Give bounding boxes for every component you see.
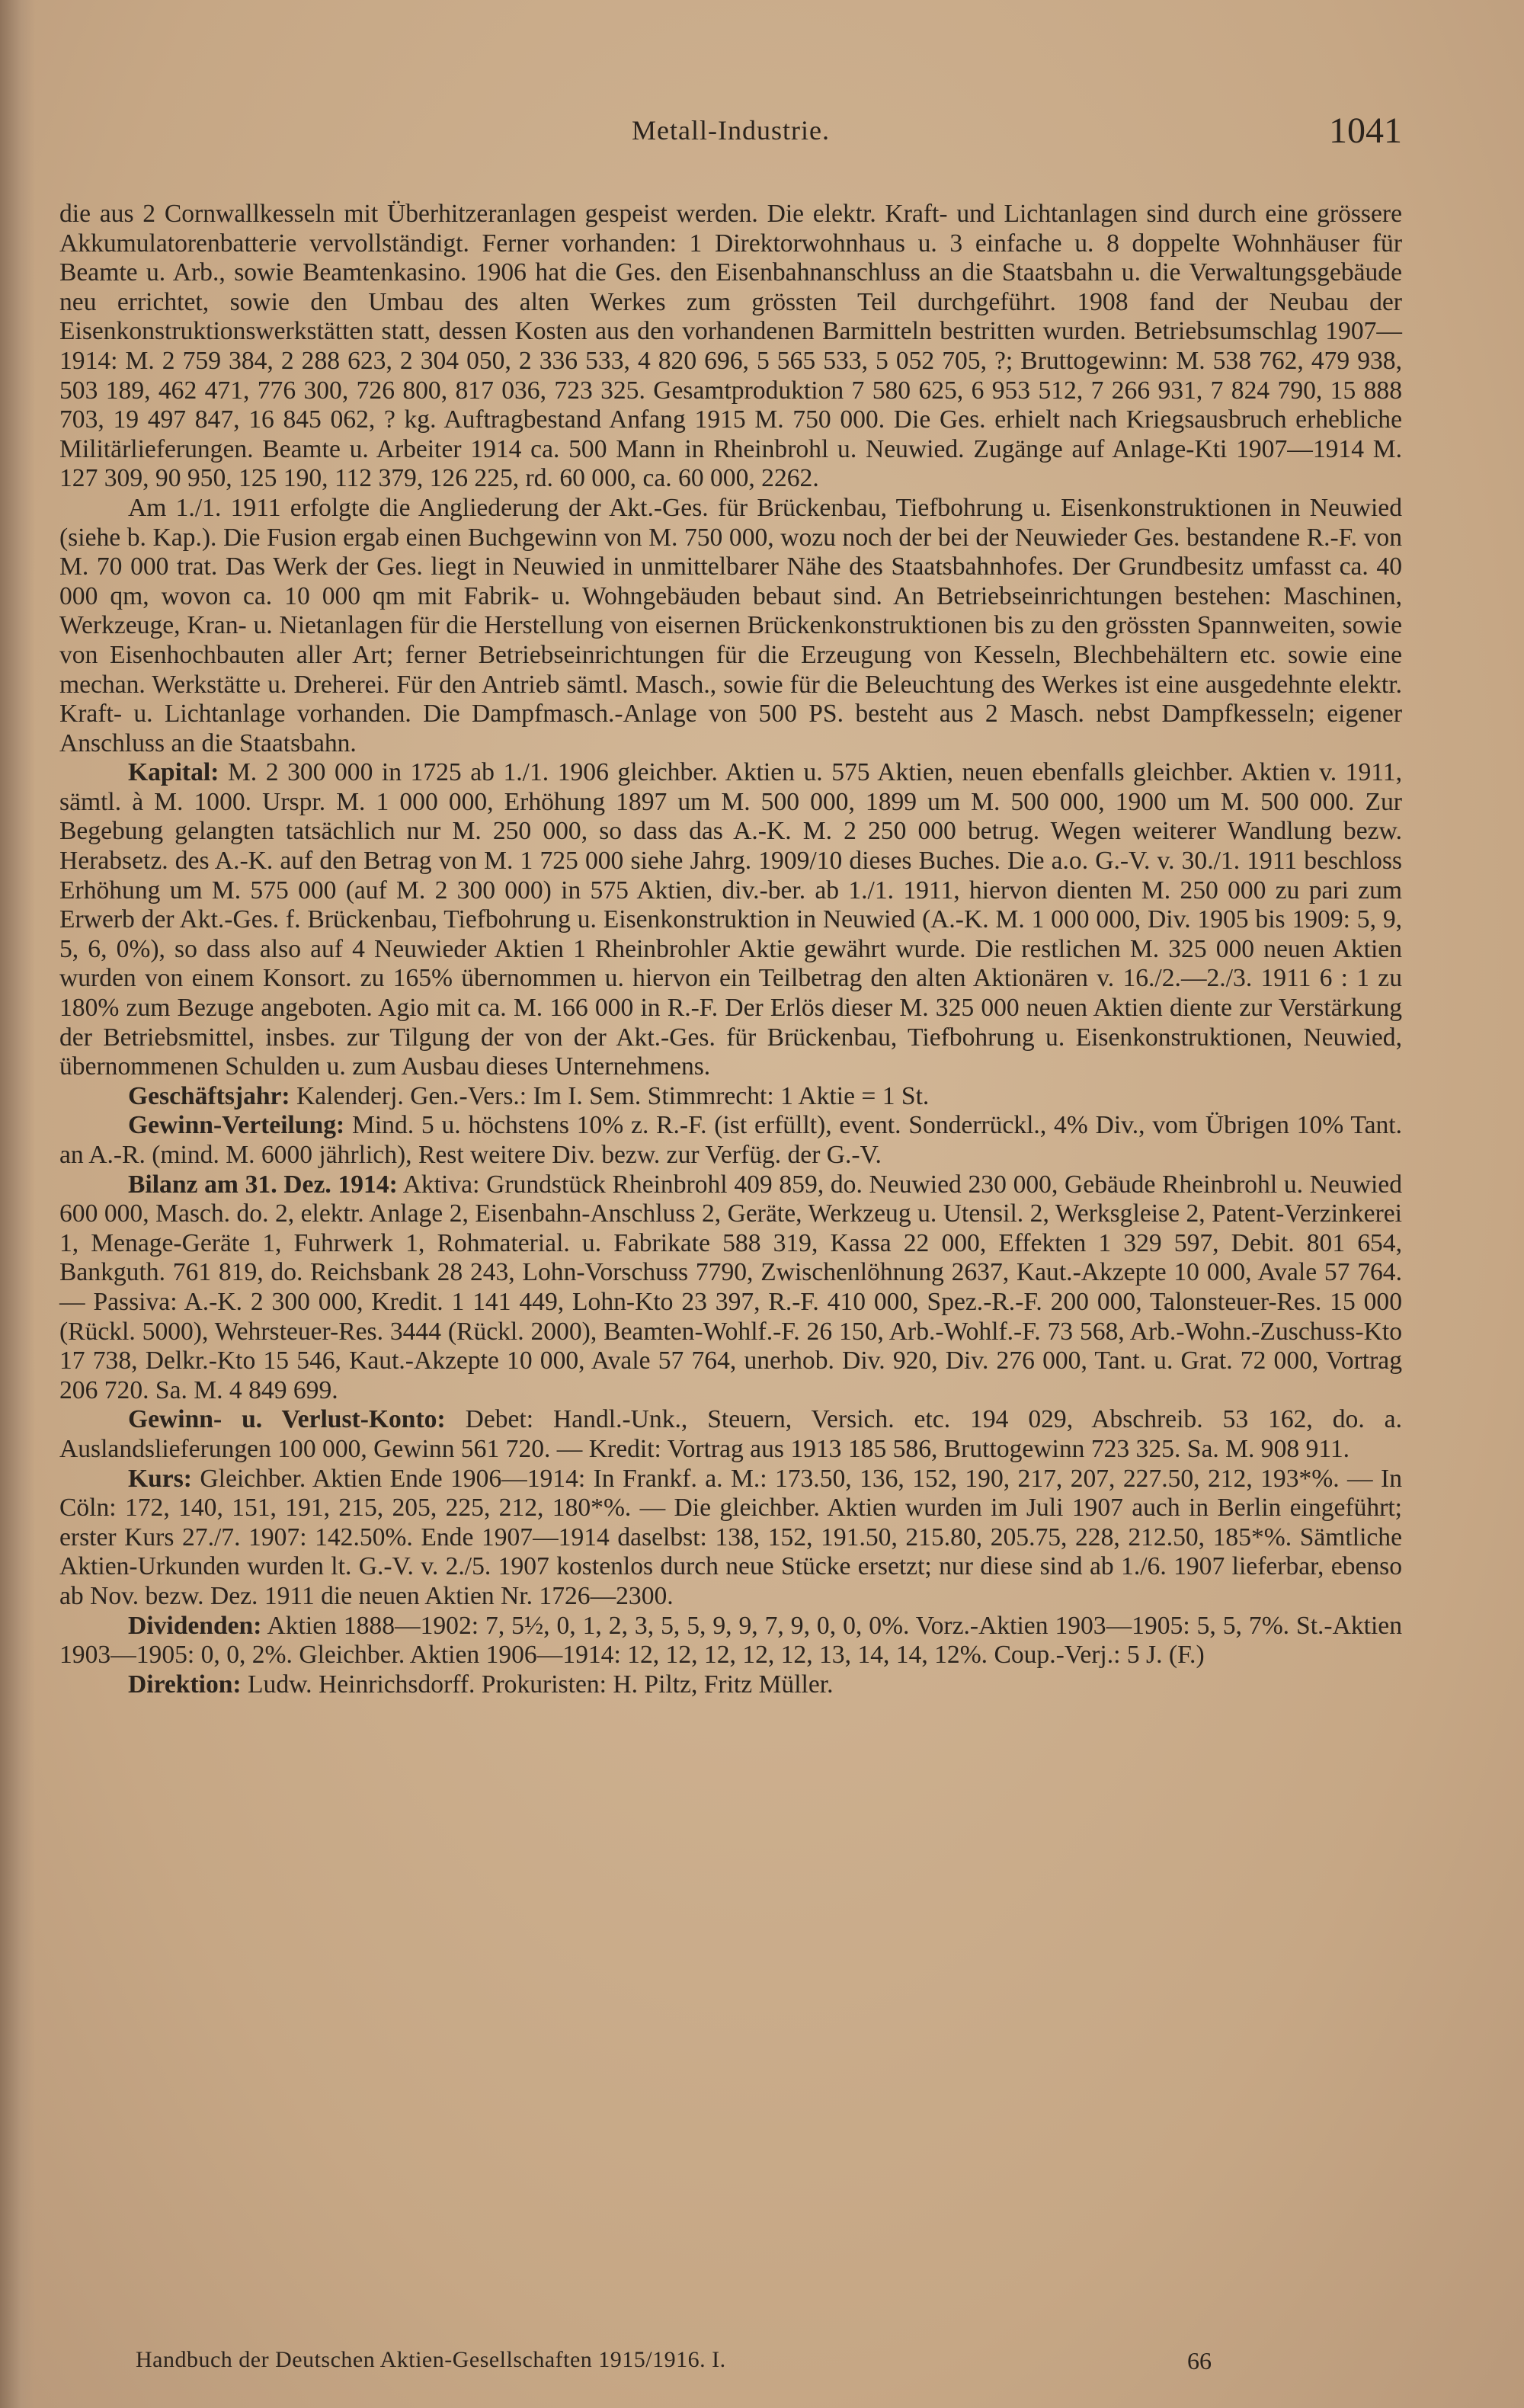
page-header <box>59 110 1402 160</box>
paragraph-text: Aktiva: Grundstück Rheinbrohl 409 859, do. Neuwied 230 000, Gebäude Rheinbrohl u. Neuwied 600 000, Masch. do. 2, elektr. Anlage 2, Eisenbahn-Anschluss 2, Geräte, Werkzeug u. Utensil. 2, Werksgleise 2, Patent-Verzinkerei 1, Menage-Geräte 1, Fuhrwerk 1, Rohmaterial. u. Fabrikate 588 319, Kassa 22 000, Effekten 1 329 597, Debit. 801 654, Bankguth. 761 819, do. Reichsbank 28 243, Lohn-Vorschuss 7790, Zwischenlöhnung 2637, Kaut.-Akzepte 10 000, Avale 57 764. — Passiva: A.-K. 2 300 000, Kredit. 1 141 449, Lohn-Kto 23 397, R.-F. 410 000, Spez.-R.-F. 200 000, Talonsteuer-Res. 15 000 (Rückl. 5000), Wehrsteuer-Res. 3444 (Rückl. 2000), Beamten-Wohlf.-F. 26 150, Arb.-Wohlf.-F. 73 568, Arb.-Wohn.-Zuschuss-Kto 17 738, Delkr.-Kto 15 546, Kaut.-Akzepte 10 000, Avale 57 764, unerhob. Div. 920, Div. 276 000, Tant. u. Grat. 72 000, Vortrag 206 720. Sa. M. 4 849 699. <box>59 1170 1403 1404</box>
paragraph-kapital <box>59 758 1402 1082</box>
paragraph-text: Am 1./1. 1911 erfolgte die Angliederung der Akt.-Ges. für Brückenbau, Tiefbohrung u. Eisenkonstruktionen in Neuwied (siehe b. Kap.). Die Fusion ergab einen Buchgewinn von M. 750 000, wozu noch der bei der Neuwieder Ges. bestandene R.-F. von M. 70 000 trat. Das Werk der Ges. liegt in Neuwied in unmittelbarer Nähe des Staatsbahnhofes. Der Grundbesitz umfasst ca. 40 000 qm, wovon ca. 10 000 qm mit Fabrik- u. Wohngebäuden bebaut sind. An Betriebseinrichtungen bestehen: Maschinen, Werkzeuge, Kran- u. Nietanlagen für die Herstellung von eisernen Brückenkonstruktionen bis zu den grössten Spannweiten, sowie von Eisenhochbauten aller Art; ferner Betriebseinrichtungen für die Erzeugung von Kesseln, Blechbehältern etc. sowie eine mechan. Werkstätte u. Dreherei. Für den Antrieb sämtl. Masch., sowie für die Beleuchtung des Werkes ist eine ausgedehnte elektr. Kraft- u. Lichtanlage vorhanden. Die Dampfmasch.-Anlage von 500 PS. besteht aus 2 Masch. nebst Dampfkesseln; eigener Anschluss an die Staatsbahn. <box>59 493 1402 757</box>
paragraph-label: Bilanz am 31. Dez. 1914: <box>128 1170 398 1199</box>
paragraph-gewinn-verteilung <box>59 1111 1402 1170</box>
paragraph-kurs <box>59 1465 1402 1612</box>
paragraph-text: Aktien 1888—1902: 7, 5½, 0, 1, 2, 3, 5, 5, 9, 9, 7, 9, 0, 0, 0%. Vorz.-Aktien 1903—1905: 5, 5, 7%. St.-Aktien 1903—1905: 0, 0, 2%. Gleichber. Aktien 1906—1914: 12, 12, 12, 12, 12, 13, 14, 14, 12%. Coup.-Verj.: 5 J. (F.) <box>59 1611 1402 1670</box>
page-footer <box>59 2347 1402 2385</box>
running-title: Metall-Industrie. <box>632 115 830 146</box>
paragraph-label: Kurs: <box>128 1464 192 1493</box>
signature-number: 66 <box>1187 2347 1212 2374</box>
paragraph-text: Debet: Handl.-Unk., Steuern, Versich. etc. 194 029, Abschreib. 53 162, do. a. Auslandslieferungen 100 000, Gewinn 561 720. — Kredit: Vortrag aus 1913 185 586, Bruttogewinn 723 325. Sa. M. 908 911. <box>59 1405 1402 1463</box>
paragraph-text: Kalenderj. Gen.-Vers.: Im I. Sem. Stimmrecht: 1 Aktie = 1 St. <box>296 1081 930 1110</box>
page-body <box>59 200 1402 1699</box>
paragraph-dividenden <box>59 1612 1402 1670</box>
paragraph-label: Gewinn- u. Verlust-Konto: <box>128 1405 446 1434</box>
page-number: 1041 <box>1329 110 1402 151</box>
paragraph-bilanz <box>59 1170 1402 1406</box>
book-title-footer: Handbuch der Deutschen Aktien-Gesellschaften 1915/1916. I. <box>136 2347 726 2372</box>
paragraph-text: Gleichber. Aktien Ende 1906—1914: In Frankf. a. M.: 173.50, 136, 152, 190, 217, 207, 227.50, 212, 193*%. — In Cöln: 172, 140, 151, 191, 215, 205, 225, 212, 180*%. — Die gleichber. Aktien wurden im Juli 1907 auch in Berlin eingeführt; erster Kurs 27./7. 1907: 142.50%. Ende 1907—1914 daselbst: 138, 152, 191.50, 215.80, 205.75, 228, 212.50, 185*%. Sämtliche Aktien-Urkunden wurden lt. G.-V. v. 2./5. 1907 kostenlos durch neue Stücke ersetzt; nur diese sind ab 1./6. 1907 lieferbar, ebenso ab Nov. bezw. Dez. 1911 die neuen Aktien Nr. 1726—2300. <box>59 1464 1402 1610</box>
paragraph-gewinn-verlust-konto <box>59 1405 1402 1464</box>
paragraph-direktion <box>59 1670 1402 1700</box>
paragraph-plant-description <box>59 200 1402 494</box>
paragraph-text: Ludw. Heinrichsdorff. Prokuristen: H. Piltz, Fritz Müller. <box>248 1670 834 1699</box>
paragraph-label: Geschäftsjahr: <box>128 1081 290 1110</box>
paragraph-label: Dividenden: <box>128 1611 262 1640</box>
paragraph-text: Mind. 5 u. höchstens 10% z. R.-F. (ist erfüllt), event. Sonderrückl., 4% Div., vom Übrigen 10% Tant. an A.-R. (mind. M. 6000 jährlich), Rest weitere Div. bezw. zur Verfüg. der G.-V. <box>59 1111 1402 1169</box>
paragraph-label: Direktion: <box>128 1670 242 1699</box>
paragraph-text: M. 2 300 000 in 1725 ab 1./1. 1906 gleichber. Aktien u. 575 Aktien, neuen ebenfalls gleichber. Aktien v. 1911, sämtl. à M. 1000. Urspr. M. 1 000 000, Erhöhung 1897 um M. 500 000, 1899 um M. 500 000, 1900 um M. 500 000. Zur Begebung gelangten tatsächlich nur M. 250 000, so dass das A.-K. M. 2 250 000 betrug. Wegen weiterer Wandlung bezw. Herabsetz. des A.-K. auf den Betrag von M. 1 725 000 siehe Jahrg. 1909/10 dieses Buches. Die a.o. G.-V. v. 30./1. 1911 beschloss Erhöhung um M. 575 000 (auf M. 2 300 000) in 575 Aktien, div.-ber. ab 1./1. 1911, hiervon dienten M. 250 000 zu pari zum Erwerb der Akt.-Ges. f. Brückenbau, Tiefbohrung u. Eisenkonstruktion in Neuwied (A.-K. M. 1 000 000, Div. 1905 bis 1909: 5, 9, 5, 6, 0%), so dass also auf 4 Neuwieder Aktien 1 Rheinbrohler Aktie gewährt wurde. Die restlichen M. 325 000 neuen Aktien wurden von einem Konsort. zu 165% übernommen u. hiervon ein Teilbetrag den alten Aktionären v. 16./2.—2./3. 1911 6 : 1 zu 180% zum Bezuge angeboten. Agio mit ca. M. 166 000 in R.-F. Der Erlös dieser M. 325 000 neuen Aktien diente zur Verstärkung der Betriebsmittel, insbes. zur Tilgung der von der Akt.-Ges. für Brückenbau, Tiefbohrung u. Eisenkonstruktionen, Neuwied, übernommenen Schulden u. zum Ausbau dieses Unternehmens. <box>59 758 1402 1081</box>
paragraph-geschaeftsjahr <box>59 1082 1402 1112</box>
paragraph-merger <box>59 494 1402 758</box>
paragraph-text: die aus 2 Cornwallkesseln mit Überhitzeranlagen gespeist werden. Die elektr. Kraft- und Lichtanlagen sind durch eine grössere Akkumulatorenbatterie vervollständigt. Ferner vorhanden: 1 Direktorwohnhaus u. 3 einfache u. 8 doppelte Wohnhäuser für Beamte u. Arb., sowie Beamtenkasino. 1906 hat die Ges. den Eisenbahnanschluss an die Staatsbahn u. die Verwaltungsgebäude neu errichtet, sowie den Umbau des alten Werkes zum grössten Teil durchgeführt. 1908 fand der Neubau der Eisenkonstruktionswerkstätten statt, dessen Kosten aus den vorhandenen Barmitteln bestritten wurden. Betriebsumschlag 1907—1914: M. 2 759 384, 2 288 623, 2 304 050, 2 336 533, 4 820 696, 5 565 533, 5 052 705, ?; Bruttogewinn: M. 538 762, 479 938, 503 189, 462 471, 776 300, 726 800, 817 036, 723 325. Gesamtproduktion 7 580 625, 6 953 512, 7 266 931, 7 824 790, 15 888 703, 19 497 847, 16 845 062, ? kg. Auftragbestand Anfang 1915 M. 750 000. Die Ges. erhielt nach Kriegsausbruch erhebliche Militärlieferungen. Beamte u. Arbeiter 1914 ca. 500 Mann in Rheinbrohl u. Neuwied. Zugänge auf Anlage-Kti 1907—1914 M. 127 309, 90 950, 125 190, 112 379, 126 225, rd. 60 000, ca. 60 000, 2262. <box>59 200 1402 493</box>
paragraph-label: Gewinn-Verteilung: <box>128 1111 345 1140</box>
book-spine-shadow <box>0 0 35 2408</box>
paragraph-label: Kapital: <box>128 758 219 787</box>
